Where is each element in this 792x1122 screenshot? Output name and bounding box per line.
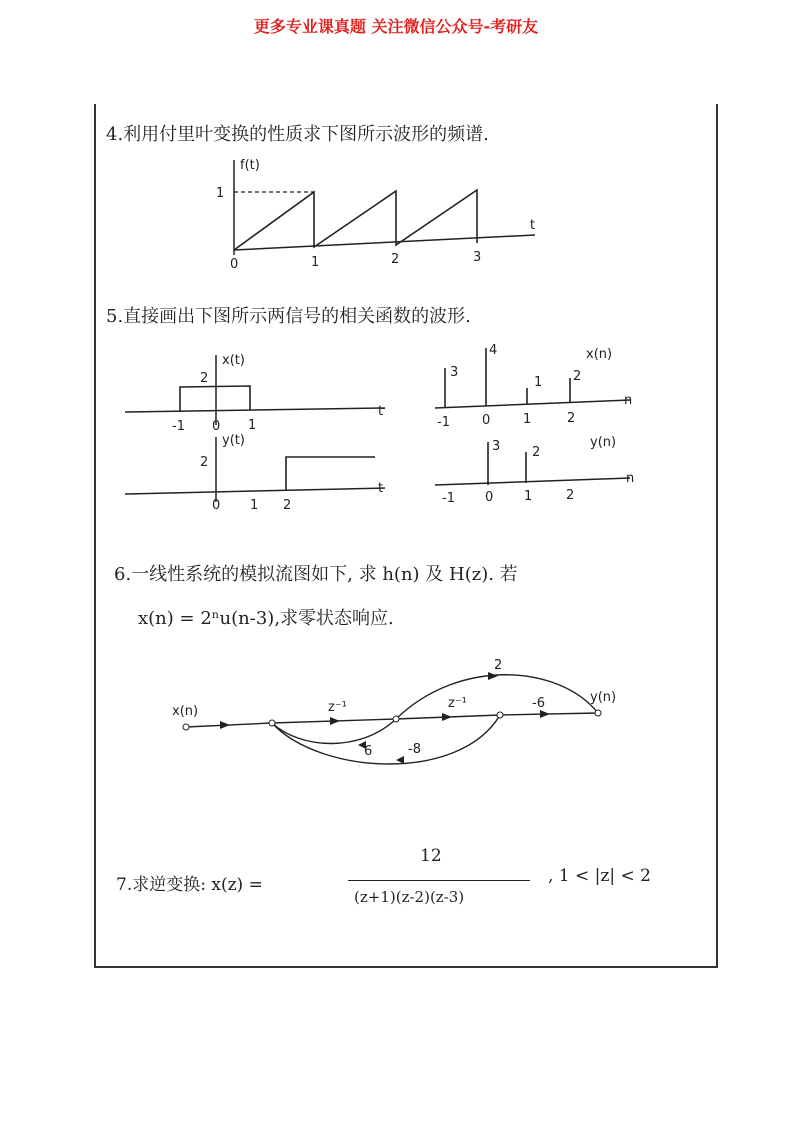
q4-xtick-3: 3 xyxy=(473,250,482,265)
q5-yn-val-1: 3 xyxy=(492,439,501,454)
q5-yn-tick-3: 1 xyxy=(524,489,533,504)
question-4-text: 4.利用付里叶变换的性质求下图所示波形的频谱. xyxy=(106,124,489,145)
q5-xt-level: 2 xyxy=(200,371,209,386)
promo-header: 更多专业课真题 关注微信公众号-考研友 xyxy=(253,17,539,36)
q6-flow-graph xyxy=(160,655,630,780)
q5-yt-tick-1: 0 xyxy=(212,498,221,512)
question-7-condition: , 1 < |z| < 2 xyxy=(548,866,651,886)
q6-gain-fb1: 6 xyxy=(364,744,373,759)
q6-gain-fb2: -8 xyxy=(408,742,421,757)
q5-xt-label: x(t) xyxy=(222,353,245,368)
q4-t-axis xyxy=(234,235,535,250)
q5-yn-val-2: 2 xyxy=(532,445,541,460)
q6-gain-top: 2 xyxy=(494,658,503,673)
q5-yn-axis: n xyxy=(626,471,635,486)
q4-sawtooth-wave xyxy=(234,190,477,250)
q4-xtick-1: 1 xyxy=(311,255,320,270)
q5-yt-step xyxy=(286,457,375,491)
q5-xn-axis: n xyxy=(624,393,633,408)
q5-yt-label: y(t) xyxy=(222,433,245,448)
q4-xtick-0: 0 xyxy=(230,257,239,272)
q6-output-label: y(n) xyxy=(590,690,617,705)
q6-delay2: z⁻¹ xyxy=(448,696,467,711)
q6-gain-right: -6 xyxy=(532,696,545,711)
q5-xt-pulse xyxy=(180,386,250,411)
q5-xn-val-3: 1 xyxy=(534,375,543,390)
q5-yn-tick-4: 2 xyxy=(566,488,575,503)
q5-xn-label: x(n) xyxy=(586,347,613,362)
question-5-text: 5.直接画出下图所示两信号的相关函数的波形. xyxy=(106,306,471,327)
question-7-numerator: 12 xyxy=(420,846,442,866)
q5-yt-figure xyxy=(120,432,400,512)
q5-xn-tick-2: 0 xyxy=(482,413,491,428)
question-7-denominator: (z+1)(z-2)(z-3) xyxy=(354,888,465,906)
q5-xn-val-2: 4 xyxy=(489,343,498,358)
q4-sawtooth-figure xyxy=(200,155,550,275)
q5-yn-label: y(n) xyxy=(590,435,617,450)
q5-xt-tick-3: 1 xyxy=(248,418,257,433)
q5-xn-tick-4: 2 xyxy=(567,411,576,426)
q5-yt-tick-2: 1 xyxy=(250,498,259,512)
q5-yt-level: 2 xyxy=(200,455,209,470)
q5-xn-val-1: 3 xyxy=(450,365,459,380)
q5-xt-tick-2: 0 xyxy=(212,419,221,434)
q5-xn-tick-3: 1 xyxy=(523,412,532,427)
q6-delay1: z⁻¹ xyxy=(328,700,347,715)
q5-yt-tick-3: 2 xyxy=(283,498,292,512)
q5-xn-tick-1: -1 xyxy=(437,415,450,430)
q4-xtick-2: 2 xyxy=(391,252,400,267)
q5-xn-figure xyxy=(430,338,650,433)
q5-yn-tick-1: -1 xyxy=(442,491,455,506)
question-7-prefix: 7.求逆变换: x(z) = xyxy=(116,875,263,895)
q5-xn-val-4: 2 xyxy=(573,369,582,384)
q5-yn-tick-2: 0 xyxy=(485,490,494,505)
q5-xt-tick-1: -1 xyxy=(172,419,185,434)
question-6-line1: 6.一线性系统的模拟流图如下, 求 h(n) 及 H(z). 若 xyxy=(114,564,518,585)
q6-input-label: x(n) xyxy=(172,704,199,719)
q4-ytick-1: 1 xyxy=(216,186,225,201)
q5-yt-axis: t xyxy=(378,481,384,496)
question-6-line2: x(n) = 2ⁿu(n-3),求零状态响应. xyxy=(138,608,394,629)
q5-xt-figure xyxy=(120,350,400,435)
q5-yn-figure xyxy=(430,430,650,510)
q4-ylabel: f(t) xyxy=(240,158,260,173)
q5-xt-axis: t xyxy=(378,404,384,419)
q4-xlabel: t xyxy=(530,218,536,233)
fraction-bar xyxy=(348,880,530,881)
